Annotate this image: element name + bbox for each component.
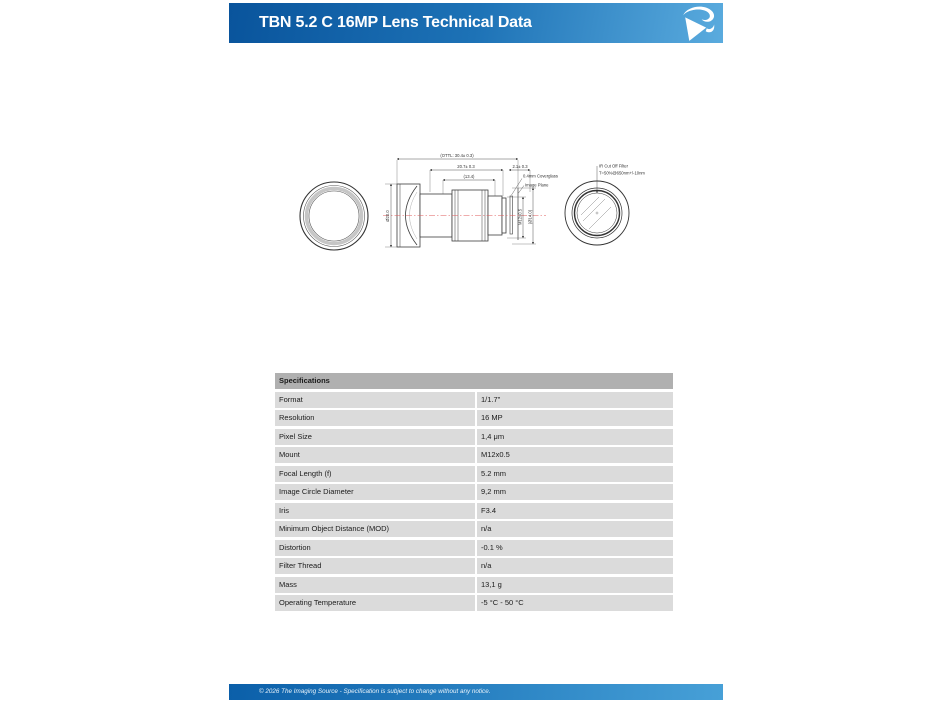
lens-technical-drawing <box>290 142 660 272</box>
spec-label: Distortion <box>275 540 475 556</box>
spec-label: Mount <box>275 447 475 463</box>
spec-value: -0.1 % <box>477 540 673 556</box>
table-row <box>275 484 673 500</box>
lens-front-view <box>300 182 368 250</box>
page-title: TBN 5.2 C 16MP Lens Technical Data <box>259 14 532 31</box>
table-row <box>275 521 673 537</box>
dim-rear-diameter: (Ø14.0) <box>527 209 533 225</box>
spec-value: -5 °C - 50 °C <box>477 595 673 611</box>
spec-label: Filter Thread <box>275 558 475 574</box>
spec-value: 1,4 μm <box>477 429 673 445</box>
footer-copyright: © 2026 The Imaging Source - Specification is subject to change without any notice. <box>259 688 491 695</box>
spec-label: Resolution <box>275 410 475 426</box>
table-row <box>275 410 673 426</box>
coverglass-label: 0.4mm Coverglass <box>523 173 558 179</box>
spec-value: 9,2 mm <box>477 484 673 500</box>
table-row <box>275 466 673 482</box>
spec-label: Focal Length (f) <box>275 466 475 482</box>
table-row <box>275 392 673 408</box>
spec-value: F3.4 <box>477 503 673 519</box>
table-row <box>275 447 673 463</box>
lens-rear-view <box>565 164 645 246</box>
coverglass-shape <box>510 196 513 234</box>
table-row <box>275 595 673 611</box>
dim-body-length: 20.7± 0.3 <box>457 164 475 169</box>
footer-banner <box>229 684 723 700</box>
dim-inner-length: (13.4) <box>463 174 475 179</box>
spec-label: Operating Temperature <box>275 595 475 611</box>
dim-total-length: (OTTL: 30.4± 0.3) <box>440 153 474 158</box>
spec-value: 5.2 mm <box>477 466 673 482</box>
spec-label: Mass <box>275 577 475 593</box>
dim-mount-thread: M12x0.5 <box>517 208 523 226</box>
ir-filter-label-line2: T=50%@650nm+/-10nm <box>599 170 645 176</box>
spec-value: 16 MP <box>477 410 673 426</box>
spec-label: Minimum Object Distance (MOD) <box>275 521 475 537</box>
table-row <box>275 577 673 593</box>
spec-value: 1/1.7" <box>477 392 673 408</box>
table-row <box>275 503 673 519</box>
spec-value: n/a <box>477 558 673 574</box>
spec-value: n/a <box>477 521 673 537</box>
spec-value: M12x0.5 <box>477 447 673 463</box>
imaging-source-logo-icon <box>677 3 718 44</box>
specifications-table-title: Specifications <box>275 373 673 389</box>
lens-side-view <box>383 153 558 247</box>
table-row <box>275 540 673 556</box>
spec-value: 13,1 g <box>477 577 673 593</box>
spec-label: Format <box>275 392 475 408</box>
image-plane-label: Image Plane <box>525 182 549 188</box>
spec-label: Pixel Size <box>275 429 475 445</box>
table-row <box>275 429 673 445</box>
spec-label: Image Circle Diameter <box>275 484 475 500</box>
dim-front-diameter: Ø20.0 <box>385 210 390 222</box>
spec-label: Iris <box>275 503 475 519</box>
table-row <box>275 558 673 574</box>
header-banner <box>229 3 723 43</box>
specifications-table <box>275 373 673 611</box>
dim-back-focus: 2.1± 0.3 <box>512 164 528 169</box>
ir-filter-label-line1: IR Cut Off Filter <box>599 163 629 169</box>
